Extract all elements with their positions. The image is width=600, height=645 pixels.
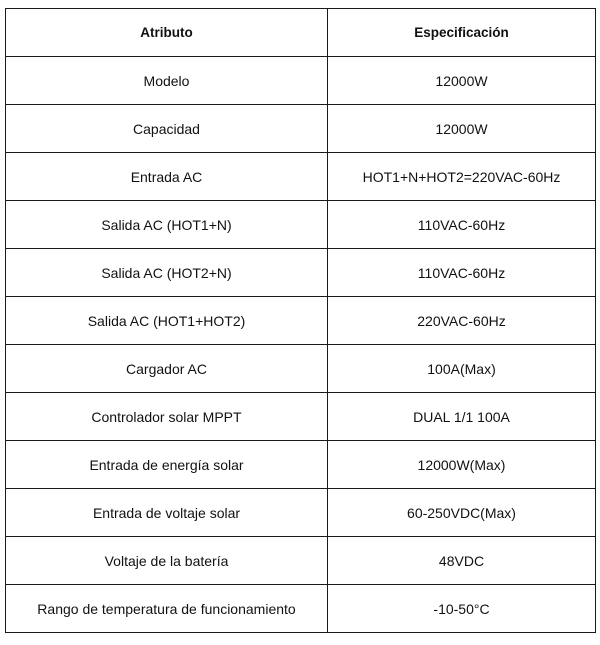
table-row <box>6 537 596 585</box>
attribute-cell: Salida AC (HOT1+N) <box>6 201 328 249</box>
attribute-cell: Modelo <box>6 57 328 105</box>
table-row <box>6 201 596 249</box>
specification-cell: 220VAC-60Hz <box>328 297 596 345</box>
table-row <box>6 489 596 537</box>
spec-table <box>5 8 596 633</box>
table-row <box>6 57 596 105</box>
specification-cell: DUAL 1/1 100A <box>328 393 596 441</box>
specification-cell: HOT1+N+HOT2=220VAC-60Hz <box>328 153 596 201</box>
table-row <box>6 153 596 201</box>
specification-cell: 100A(Max) <box>328 345 596 393</box>
table-row <box>6 345 596 393</box>
attribute-cell: Controlador solar MPPT <box>6 393 328 441</box>
attribute-cell: Capacidad <box>6 105 328 153</box>
attribute-cell: Salida AC (HOT2+N) <box>6 249 328 297</box>
attribute-cell: Entrada AC <box>6 153 328 201</box>
table-row <box>6 441 596 489</box>
attribute-cell: Voltaje de la batería <box>6 537 328 585</box>
specification-cell: 48VDC <box>328 537 596 585</box>
attribute-cell: Salida AC (HOT1+HOT2) <box>6 297 328 345</box>
table-row <box>6 105 596 153</box>
specification-cell: 12000W <box>328 57 596 105</box>
header-attribute: Atributo <box>6 9 328 57</box>
table-row <box>6 585 596 633</box>
table-row <box>6 249 596 297</box>
specification-cell: 110VAC-60Hz <box>328 249 596 297</box>
table-header-row <box>6 9 596 57</box>
table-row <box>6 297 596 345</box>
header-specification: Especificación <box>328 9 596 57</box>
attribute-cell: Entrada de energía solar <box>6 441 328 489</box>
table-row <box>6 393 596 441</box>
specification-cell: -10-50°C <box>328 585 596 633</box>
attribute-cell: Rango de temperatura de funcionamiento <box>6 585 328 633</box>
specification-cell: 12000W(Max) <box>328 441 596 489</box>
attribute-cell: Cargador AC <box>6 345 328 393</box>
specification-cell: 110VAC-60Hz <box>328 201 596 249</box>
specification-cell: 60-250VDC(Max) <box>328 489 596 537</box>
specification-cell: 12000W <box>328 105 596 153</box>
attribute-cell: Entrada de voltaje solar <box>6 489 328 537</box>
